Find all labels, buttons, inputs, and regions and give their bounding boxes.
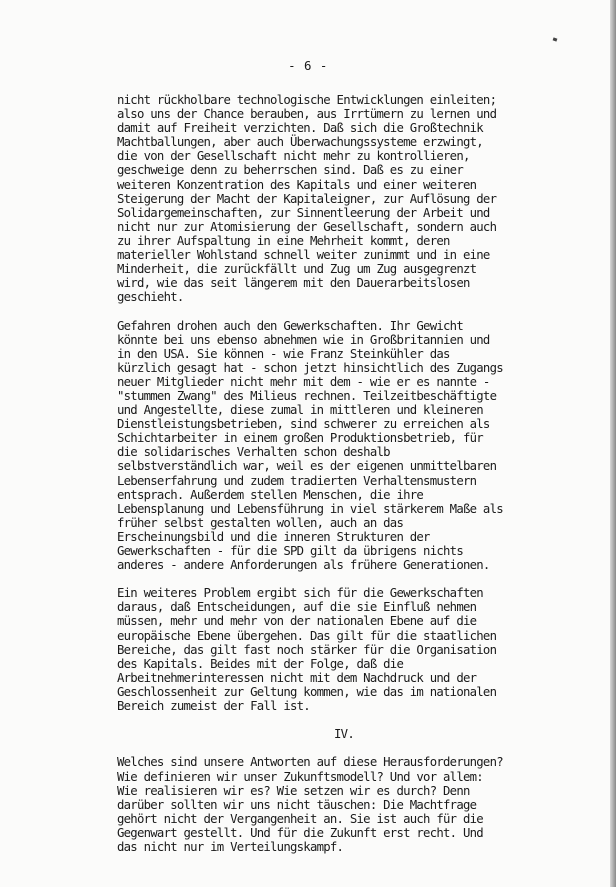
text-line: Solidargemeinschaften, zur Sinnentleerung der Arbeit und (117, 205, 490, 220)
text-line: des Kapitals. Beides mit der Folge, daß die (117, 656, 404, 671)
paragraph-1 (117, 93, 557, 304)
text-line: und Angestellte, diese zumal in mittleren und kleineren (117, 403, 483, 418)
text-line: Erscheinungsbild und die inneren Strukturen der (117, 529, 430, 544)
text-line: europäische Ebene übergehen. Das gilt für die staatlichen (117, 628, 497, 643)
text-line: nicht rückholbare technologische Entwicklungen einleiten; (117, 93, 497, 107)
section-heading: IV. (334, 727, 354, 742)
text-line: daraus, daß Entscheidungen, auf die sie Einfluß nehmen (117, 600, 477, 615)
text-line: Schichtarbeiter in einem großen Produktionsbetrieb, für (117, 431, 483, 446)
text-line: Gefahren drohen auch den Gewerkschaften. Ihr Gewicht (117, 318, 463, 333)
paragraph-4 (117, 755, 557, 854)
text-line: müssen, mehr und mehr von der nationalen Ebene auf die (117, 614, 477, 629)
text-line: in den USA. Sie können - wie Franz Steinkühler das (117, 346, 450, 361)
text-line: selbstverständlich war, weil es der eigenen unmittelbaren (117, 459, 497, 474)
text-line: also uns der Chance berauben, aus Irrtümern zu lernen und (117, 107, 497, 122)
text-line: neuer Mitglieder nicht mehr mit dem - wie er es nannte - (117, 374, 490, 389)
text-line: Gewerkschaften - für die SPD gilt da übrigens nichts (117, 544, 463, 558)
text-line: materieller Wohlstand schnell weiter zunimmt und in eine (117, 248, 490, 263)
scan-speck (553, 37, 558, 41)
text-line: "stummen Zwang" des Milieus rechnen. Teilzeitbeschäftigte (117, 388, 497, 403)
text-line: Bereiche, das gilt fast noch stärker für die Organisation (117, 642, 497, 657)
text-line: geschieht. (117, 290, 184, 305)
text-line: Geschlossenheit zur Geltung kommen, wie das im nationalen (117, 684, 497, 699)
text-line: das nicht nur im Verteilungskampf. (117, 839, 344, 854)
text-line: Ein weiteres Problem ergibt sich für die Gewerkschaften (117, 586, 483, 601)
text-line: Arbeitnehmerinteressen nicht mit dem Nachdruck und der (117, 670, 477, 685)
text-line: Bereich zumeist der Fall ist. (117, 699, 310, 714)
text-line: wird, wie das seit längerem mit den Dauerarbeitslosen (117, 276, 470, 291)
text-line: Wie realisieren wir es? Wie setzen wir es durch? Denn (117, 783, 470, 798)
text-line: die solidarisches Verhalten schon deshalb (117, 445, 390, 460)
text-line: Steigerung der Macht der Kapitaleigner, zur Auflösung der (117, 191, 497, 206)
text-line: Lebenserfahrung und zudem tradierten Verhaltensmustern (117, 473, 477, 488)
text-line: Wie definieren wir unser Zukunftsmodell? Und vor allem: (117, 769, 483, 784)
text-line: geschweige denn zu beherrschen sind. Daß es zu einer (117, 163, 463, 178)
text-line: entsprach. Außerdem stellen Menschen, die ihre (117, 487, 424, 502)
text-line: gehört nicht der Vergangenheit an. Sie ist auch für die (117, 811, 483, 826)
paragraph-2 (117, 319, 557, 573)
text-line: kürzlich gesagt hat - schon jetzt hinsichtlich des Zugangs (117, 360, 503, 375)
text-line: Lebensplanung und Lebensführung in viel stärkerem Maße als (117, 501, 503, 516)
text-line: damit auf Freiheit verzichten. Daß sich die Großtechnik (117, 121, 483, 136)
text-line: die von der Gesellschaft nicht mehr zu kontrollieren, (117, 149, 470, 164)
text-line: früher selbst gestalten wollen, auch an das (117, 515, 404, 530)
text-line: Minderheit, die zurückfällt und Zug um Zug ausgegrenzt (117, 262, 477, 277)
text-line: könnte bei uns ebenso abnehmen wie in Großbritannien und (117, 332, 490, 347)
text-line: anderes - andere Anforderungen als frühere Generationen. (117, 558, 490, 573)
text-line: Machtballungen, aber auch Überwachungssysteme erzwingt, (117, 135, 483, 150)
text-line: nicht nur zur Atomisierung der Gesellschaft, sondern auch (117, 219, 497, 234)
paragraph-3 (117, 586, 557, 713)
text-line: darüber sollten wir uns nicht täuschen: Die Machtfrage (117, 797, 477, 812)
text-line: zu ihrer Aufspaltung in eine Mehrheit kommt, deren (117, 233, 450, 248)
scan-edge-shadow (610, 0, 616, 887)
text-line: Welches sind unsere Antworten auf diese Herausforderungen? (117, 755, 503, 770)
text-line: Dienstleistungsbetrieben, sind schwerer zu erreichen als (117, 417, 490, 432)
text-line: Gegenwart gestellt. Und für die Zukunft erst recht. Und (117, 825, 483, 840)
body-text (117, 93, 557, 868)
text-line: weiteren Konzentration des Kapitals und einer weiteren (117, 177, 477, 192)
page-number: - 6 - (288, 58, 328, 73)
